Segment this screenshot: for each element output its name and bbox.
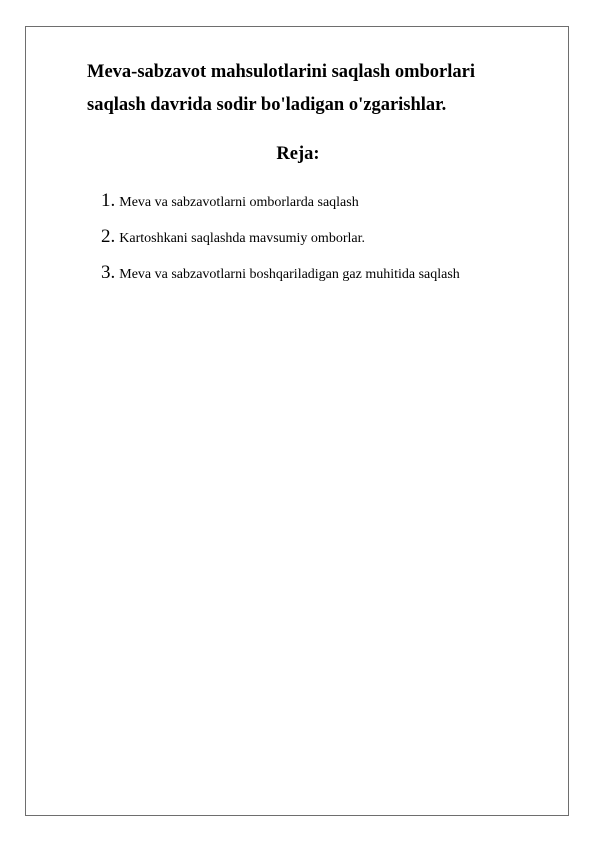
plan-item-text: Meva va sabzavotlarni omborlarda saqlash — [119, 195, 359, 210]
document-title-line-1: Meva-sabzavot mahsulotlarini saqlash omborlari — [87, 62, 475, 82]
plan-item-text: Meva va sabzavotlarni boshqariladigan gaz muhitida saqlash — [119, 267, 460, 282]
plan-list — [101, 190, 460, 298]
plan-heading: Reja: — [276, 144, 320, 164]
document-title-line-2: saqlash davrida sodir bo'ladigan o'zgarishlar. — [87, 95, 447, 115]
plan-item-text: Kartoshkani saqlashda mavsumiy omborlar. — [119, 231, 365, 246]
plan-item-2 — [101, 226, 460, 262]
plan-item-1 — [101, 190, 460, 226]
plan-item-number: 3. — [101, 262, 116, 283]
plan-item-number: 2. — [101, 226, 116, 247]
plan-item-3 — [101, 262, 460, 298]
plan-item-number: 1. — [101, 190, 116, 211]
